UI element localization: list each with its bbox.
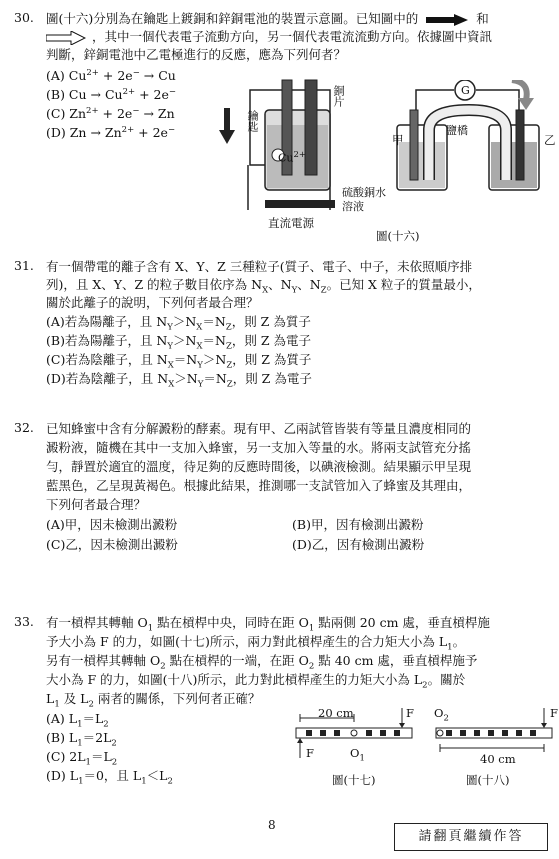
question-text-line: 下列何者最合理？ <box>46 497 147 512</box>
option-d[interactable]: (D)乙，因有檢測出澱粉 <box>292 537 425 552</box>
pivot-o2-label: $O_2$ <box>434 706 449 724</box>
option-b[interactable]: (B) $Cu \to Cu^{2+} + 2e^-$ <box>46 87 176 103</box>
question-text-line: 藍黑色，乙呈現黃褐色。根據此結果，推測哪一支試管加入了蜂蜜及其理由， <box>46 478 472 493</box>
figure-18-caption: 圖(十八) <box>466 773 510 787</box>
option-d[interactable]: (D) $L_1=0$，且 $L_1<L_2$ <box>46 768 173 787</box>
cu-ion-label: $Cu^{2+}$ <box>278 150 307 165</box>
option-d[interactable]: (D) $Zn \to Zn^{2+} + 2e^-$ <box>46 125 176 141</box>
option-c[interactable]: (C)若為陰離子，且 $N_X=N_Y>N_Z$，則 Z 為質子 <box>46 352 312 371</box>
thick-arrow-icon <box>426 14 468 26</box>
question-number: 30. <box>14 10 34 25</box>
question-text-line: 予大小為 F 的力，如圖(十七)所示，兩力對此槓桿產生的合力矩大小為 $L_1$。 <box>46 634 466 653</box>
force-label-top: F <box>406 706 414 720</box>
figure-16-caption: 圖(十六) <box>376 229 420 243</box>
option-c[interactable]: (C) $2L_1=L_2$ <box>46 749 118 768</box>
question-text-line: 另有一槓桿其轉軸 $O_2$ 點在槓桿的一端，在距 $O_2$ 點 40 cm 處，垂直槓桿施予 <box>46 653 478 672</box>
question-30 <box>14 10 556 245</box>
dc-power-label: 直流電源 <box>268 216 314 230</box>
question-number: 32. <box>14 420 34 435</box>
dist-label-18: 40 cm <box>480 752 516 766</box>
option-c[interactable]: (C)乙，因未檢測出澱粉 <box>46 537 178 552</box>
galvanic-cell-diagram <box>394 80 544 210</box>
option-d[interactable]: (D)若為陰離子，且 $N_X>N_Y=N_Z$，則 Z 為電子 <box>46 371 312 390</box>
question-31 <box>14 258 549 388</box>
question-text-line: 大小為 F 的力，如圖(十八)所示，此力對此槓桿產生的力矩大小為 $L_2$。關於 <box>46 672 466 691</box>
key-label: 鑰匙 <box>246 110 259 132</box>
question-text-line: 圖(十六)分別為在鑰匙上鍍銅和鋅銅電池的裝置示意圖。已知圖中的 和 <box>46 11 489 26</box>
question-text-line: 有一槓桿其轉軸 $O_1$ 點在槓桿中央，同時在距 $O_1$ 點兩側 20 cm 處，垂直槓桿施 <box>46 615 490 634</box>
question-number: 33. <box>14 614 34 629</box>
force-label-18: F <box>550 706 558 720</box>
option-c[interactable]: (C) $Zn^{2+} + 2e^- \to Zn$ <box>46 106 175 122</box>
hollow-arrow-icon <box>46 31 86 45</box>
question-text-line: 有一個帶電的離子含有 X、Y、Z 三種粒子(質子、電子、中子，未依照順序排 <box>46 259 473 274</box>
option-a[interactable]: (A) $Cu^{2+} + 2e^- \to Cu$ <box>46 68 176 84</box>
option-a[interactable]: (A) $L_1=L_2$ <box>46 711 109 730</box>
turn-page-notice: 請翻頁繼續作答 <box>394 823 548 851</box>
question-text-line: 澱粉液，隨機在其中一支加入蜂蜜，另一支加入等量的水。將兩支試管充分搖 <box>46 440 472 455</box>
option-b[interactable]: (B)甲，因有檢測出澱粉 <box>292 517 424 532</box>
question-text-line: ，其中一個代表電子流動方向，另一個代表電流流動方向。依據圖中資訊 <box>46 28 492 45</box>
copper-label: 銅片 <box>332 85 345 107</box>
galvanometer-label: G <box>461 84 470 97</box>
option-b[interactable]: (B)若為陽離子，且 $N_Y>N_X=N_Z$，則 Z 為電子 <box>46 333 311 352</box>
dist-label-17: 20 cm <box>318 706 354 720</box>
pivot-o1-label: $O_1$ <box>350 746 365 764</box>
electrode-yi-label: 乙 <box>544 133 556 147</box>
electrode-jia-label: 甲 <box>392 133 404 147</box>
force-label-bottom: F <box>306 746 314 760</box>
solution-label: 硫酸銅水溶液 <box>342 186 386 213</box>
option-b[interactable]: (B) $L_1=2L_2$ <box>46 730 117 749</box>
salt-bridge-label: 鹽橋 <box>446 124 468 137</box>
question-text-line: 判斷，鋅銅電池中乙電極進行的反應，應為下列何者？ <box>46 47 347 62</box>
question-33 <box>14 614 558 804</box>
option-a[interactable]: (A)甲，因未檢測出澱粉 <box>46 517 178 532</box>
question-32 <box>14 420 549 560</box>
question-text-line: 已知蜂蜜中含有分解澱粉的酵素。現有甲、乙兩試管皆裝有等量且濃度相同的 <box>46 421 472 436</box>
figure-17-caption: 圖(十七) <box>332 773 376 787</box>
question-text-line: $L_1$ 及 $L_2$ 兩者的關係，下列何者正確？ <box>46 691 261 710</box>
question-text-line: 列)，且 X、Y、Z 的粒子數目依序為 $N_X$、$N_Y$、$N_Z$。已知 X 粒子的質量最小， <box>46 277 481 296</box>
option-a[interactable]: (A)若為陽離子，且 $N_Y>N_X=N_Z$，則 Z 為質子 <box>46 314 311 333</box>
page-number: 8 <box>268 818 276 832</box>
question-text-line: 關於此離子的說明，下列何者最合理？ <box>46 295 259 310</box>
question-number: 31. <box>14 258 34 273</box>
question-text-line: 勻，靜置於適宜的溫度，待足夠的反應時間後，以碘液檢測。結果顯示甲呈現 <box>46 459 472 474</box>
